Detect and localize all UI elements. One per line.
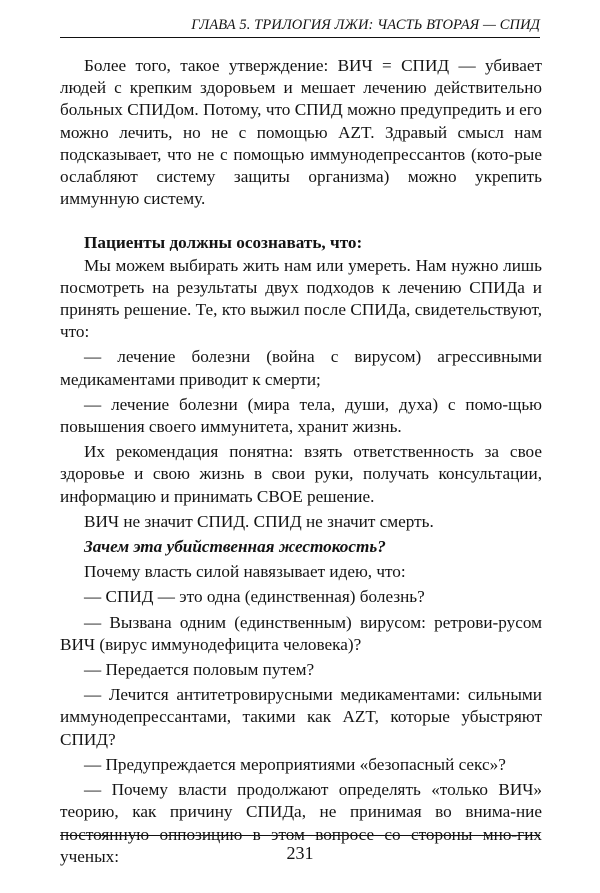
paragraph-intro: Более того, такое утверждение: ВИЧ = СПИД — убивает людей с крепким здоровьем и мешает лечению действительно больных СПИДом. Потому, что СПИД можно предупредить и его можно лечить, но не с помощью AZT. Здравый смысл нам подсказывает, что не с помощью иммунодепрессантов (кото-рые ослабляют систему защиты организма) можно укрепить иммунную систему.: [60, 56, 542, 209]
section-heading: Пациенты должны осознавать, что:: [84, 233, 363, 253]
list-item: — Передается половым путем?: [84, 660, 315, 680]
paragraph: ВИЧ не значит СПИД. СПИД не значит смерть.: [84, 511, 434, 531]
page-number: 231: [286, 843, 314, 863]
header-rule: [60, 37, 540, 38]
list-item: — Лечится антитетровирусными медикаментами: сильными иммунодепрессантами, такими как AZT, которые убыстряют СПИД?: [60, 685, 542, 749]
paragraph: Почему власть силой навязывает идею, что:: [84, 562, 406, 582]
list-item: — лечение болезни (мира тела, души, духа) с помо-щью повышения своего иммунитета, хранит жизнь.: [60, 394, 542, 437]
footer-rule: [60, 835, 540, 836]
running-header: ГЛАВА 5. ТРИЛОГИЯ ЛЖИ: ЧАСТЬ ВТОРАЯ — СПИД: [191, 17, 540, 33]
italic-question-heading: Зачем эта убийственная жестокость?: [84, 537, 386, 557]
list-item: — лечение болезни (война с вирусом) агрессивными медикаментами приводит к смерти;: [60, 347, 542, 389]
list-item: — Почему власти продолжают определять «только ВИЧ» теорию, как причину СПИДа, не принимая во внима-ние постоянную оппозицию в этом вопросе со стороны мно-гих ученых:: [60, 780, 542, 866]
page-body: [60, 55, 542, 868]
list-item: — СПИД — это одна (единственная) болезнь?: [84, 587, 425, 607]
paragraph: Их рекомендация понятна: взять ответственность за свое здоровье и свою жизнь в свои руки, получать консультации, информацию и принимать СВОЕ решение.: [60, 442, 542, 506]
list-item: — Предупреждается мероприятиями «безопасный секс»?: [84, 754, 506, 774]
paragraph: Мы можем выбирать жить нам или умереть. Нам нужно лишь посмотреть на результаты двух подходов к лечению СПИДа и принять решение. Те, кто выжил после СПИДа, свидетельствуют, что:: [60, 255, 542, 342]
list-item: — Вызвана одним (единственным) вирусом: ретрови-русом ВИЧ (вирус иммунодефицита человека)?: [60, 612, 542, 654]
